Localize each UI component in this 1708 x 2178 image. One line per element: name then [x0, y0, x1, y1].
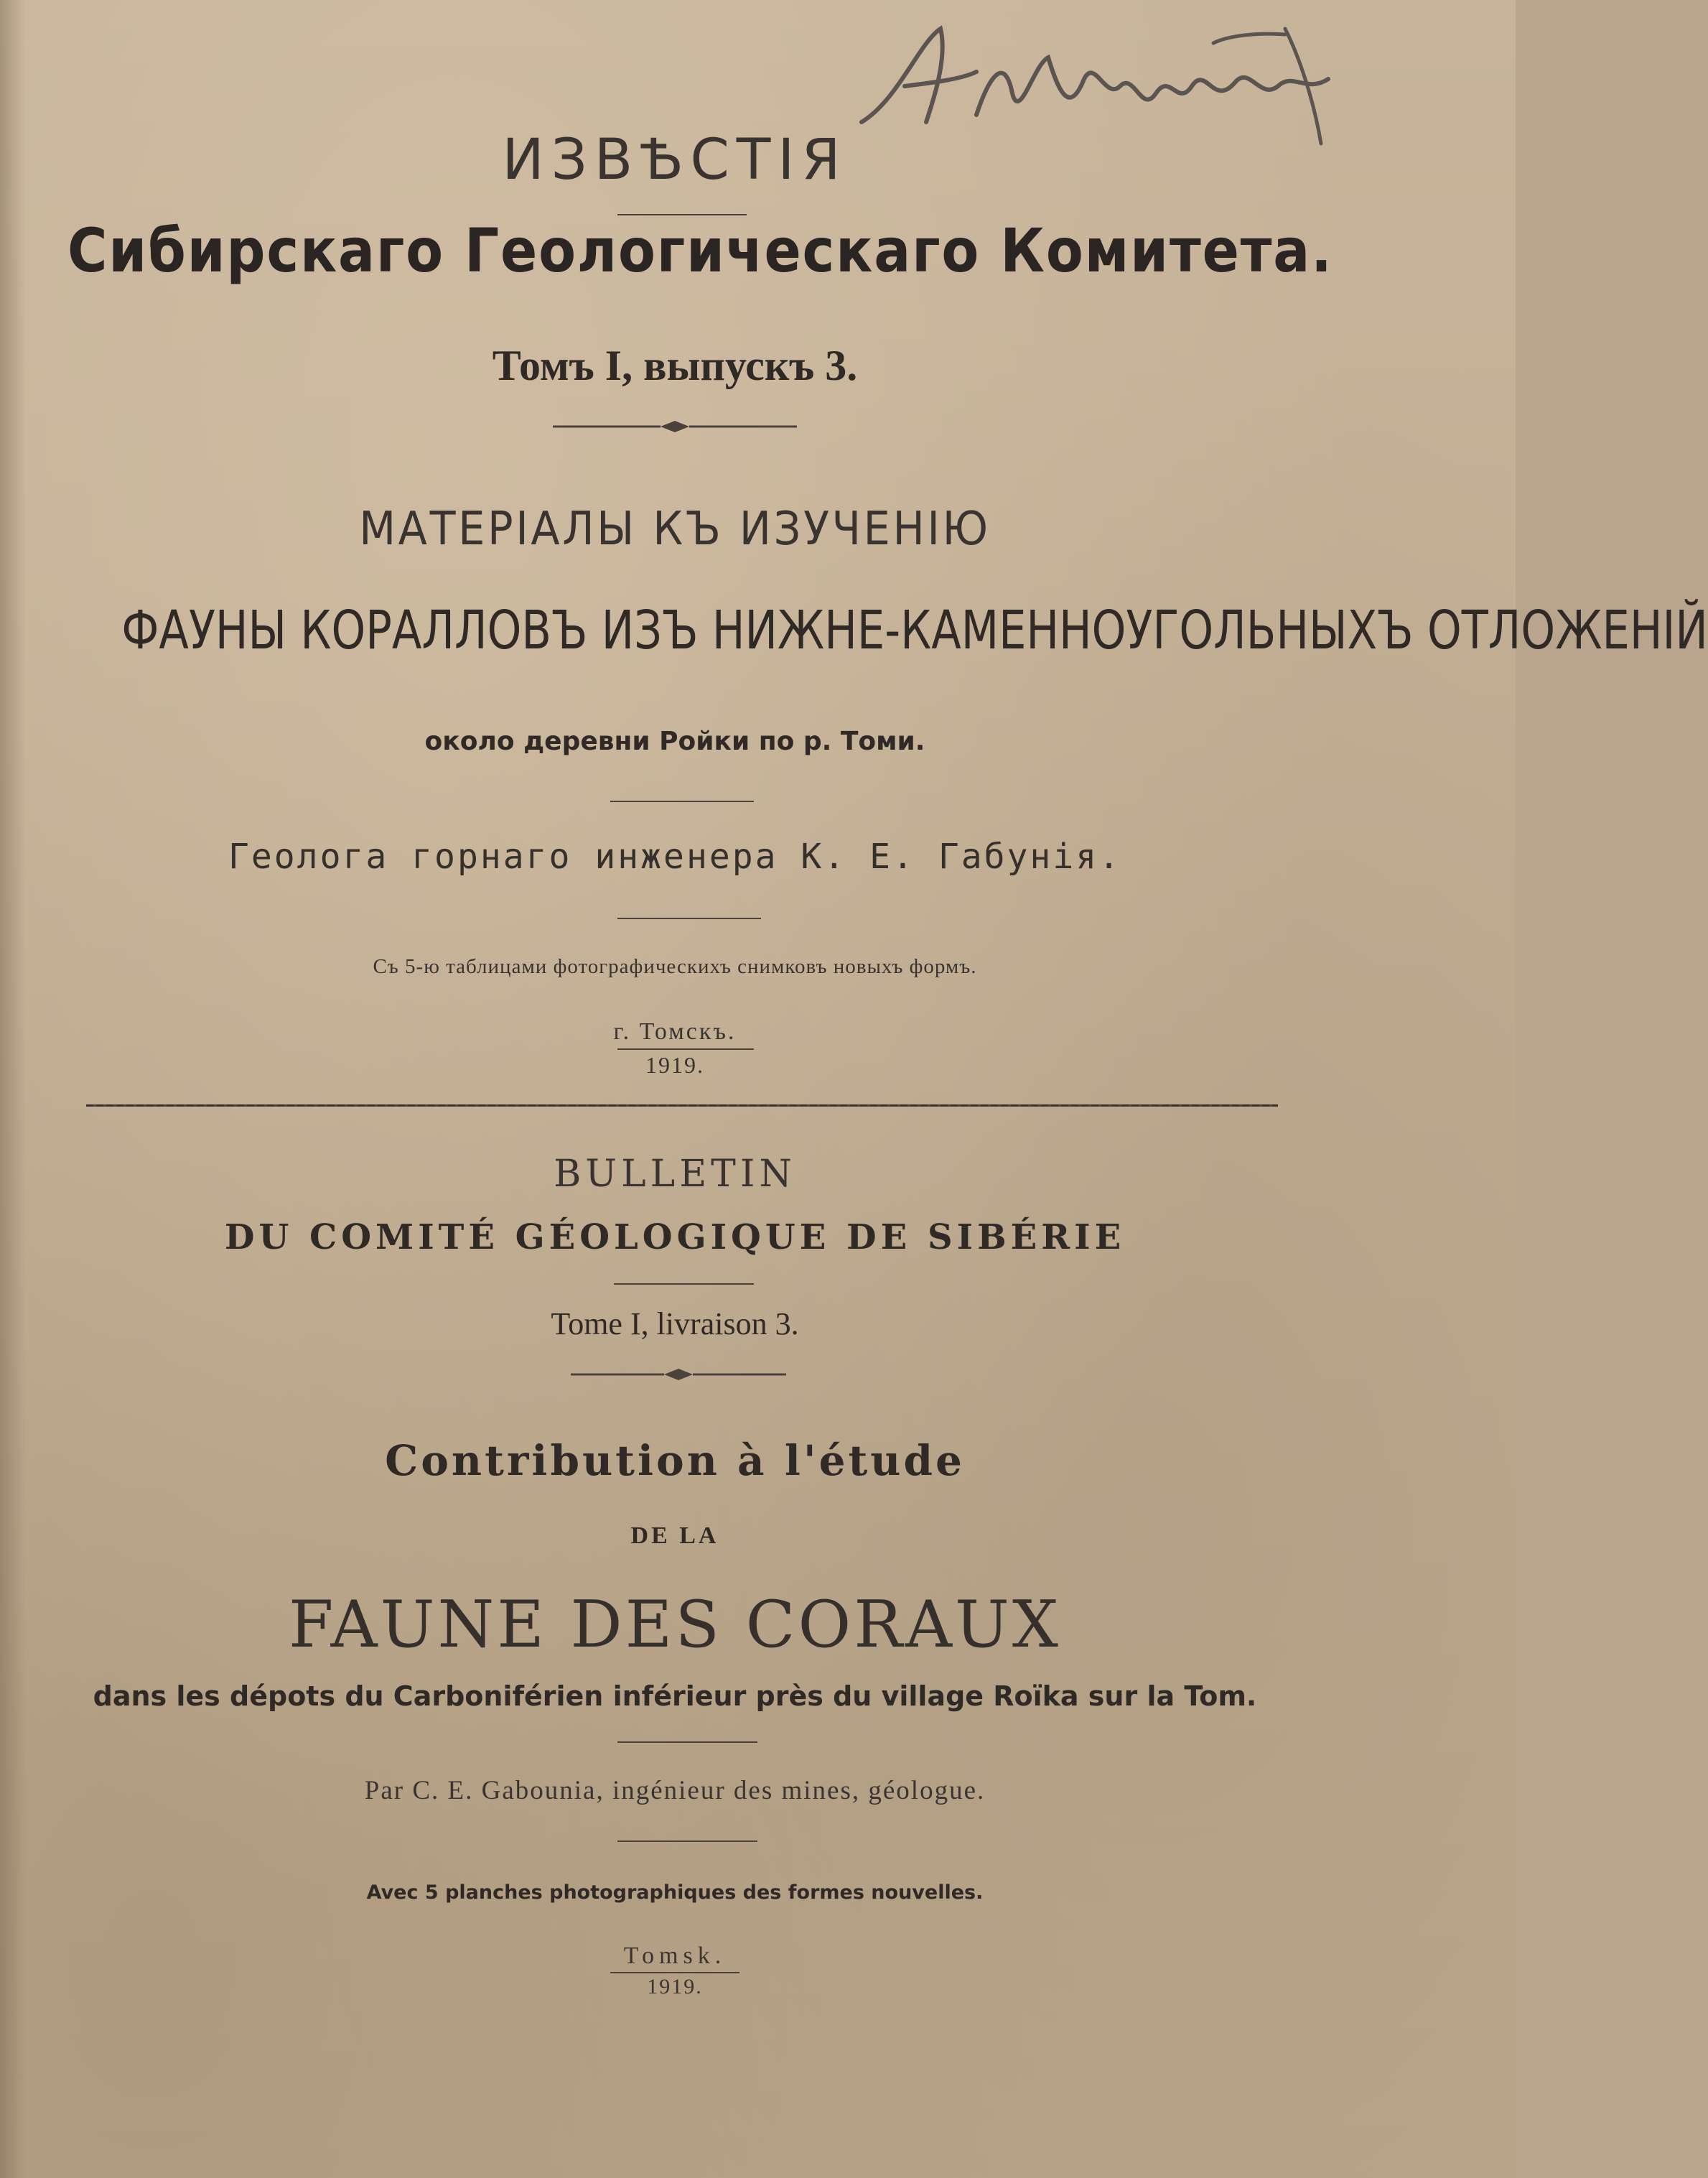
- rule-fr-1: [614, 1283, 754, 1285]
- city-rule-fr: [610, 1972, 739, 1973]
- bulletin-title-fr: BULLETIN: [554, 1153, 796, 1196]
- monograph-title-fr-line1: Contribution à l'étude: [385, 1436, 965, 1485]
- monograph-title-ru-line2: ФАУНЫ КОРАЛЛОВЪ ИЗЪ НИЖНЕ-КАМЕННОУГОЛЬНЫХЪ ОТЛОЖЕНІЙ: [121, 600, 1708, 661]
- monograph-title-fr-line2: DE LA: [630, 1522, 719, 1549]
- subtitle-fr: dans les dépots du Carboniférien inférieur près du village Roïka sur la Tom.: [93, 1680, 1257, 1712]
- rule-fr-3: [617, 1840, 757, 1842]
- plates-note-ru: Съ 5-ю таблицами фотографическихъ снимковъ новыхъ формъ.: [373, 955, 977, 978]
- series-title-ru: ИЗВѢСТІЯ: [502, 128, 848, 192]
- monograph-title-fr-line3: FAUNE DES CORAUX: [289, 1587, 1061, 1662]
- city-ru: г. Томскъ.: [613, 1018, 737, 1045]
- monograph-title-ru-line1: МАТЕРІАЛЫ КЪ ИЗУЧЕНІЮ: [359, 503, 991, 556]
- committee-title-fr: DU COMITÉ GÉOLOGIQUE DE SIBÉRIE: [224, 1217, 1126, 1257]
- author-fr: Par C. E. Gabounia, ingénieur des mines, géologue.: [364, 1776, 986, 1805]
- rule-ru-2: [617, 918, 761, 919]
- ornament-divider-fr: [571, 1366, 786, 1383]
- year-ru: 1919.: [645, 1052, 704, 1078]
- ornament-divider-ru: [553, 418, 797, 435]
- city-rule-ru: [617, 1048, 754, 1050]
- paper-edge-shadow: [0, 0, 26, 2178]
- volume-fr: Tome I, livraison 3.: [551, 1306, 799, 1341]
- section-separator: [86, 1104, 1278, 1107]
- volume-ru: Томъ I, выпускъ 3.: [492, 342, 858, 389]
- locality-ru: около деревни Ройки по р. Томи.: [424, 727, 925, 756]
- committee-title-ru: Сибирскаго Геологическаго Комитета.: [67, 215, 1333, 286]
- plates-note-fr: Avec 5 planches photographiques des formes nouvelles.: [366, 1881, 984, 1904]
- year-fr: 1919.: [647, 1975, 703, 1998]
- rule-ru-1: [610, 801, 754, 802]
- rule-fr-2: [617, 1741, 757, 1743]
- author-ru: Геолога горнаго инженера К. Е. Габунія.: [228, 837, 1122, 877]
- city-fr: Tomsk.: [623, 1942, 727, 1969]
